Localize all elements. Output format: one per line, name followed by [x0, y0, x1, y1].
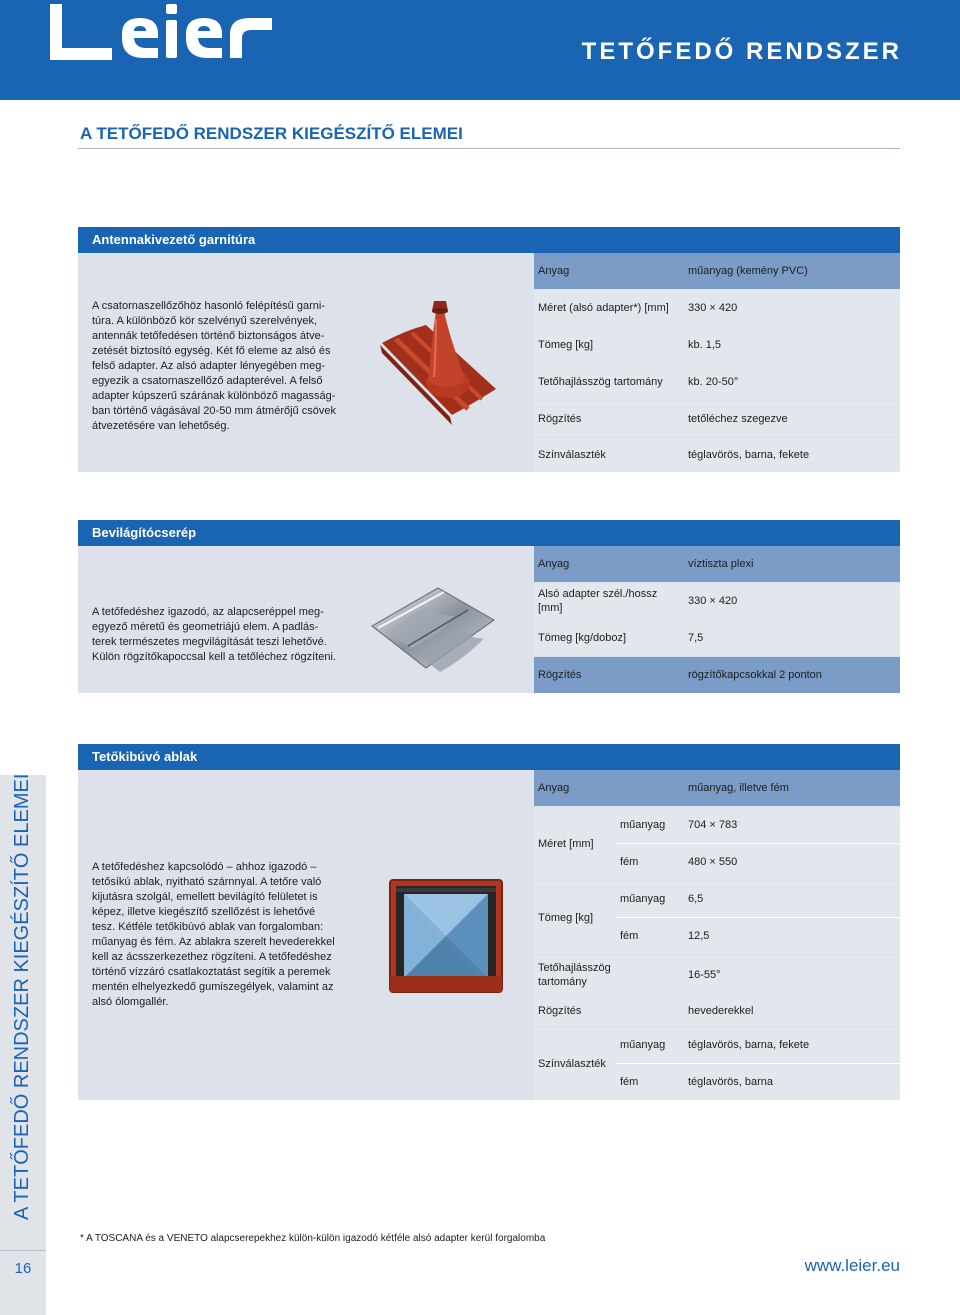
spec-row: Méret (alsó adapter*) [mm] 330 × 420 [534, 290, 900, 326]
header-title: TETŐFEDŐ RENDSZER [581, 38, 902, 65]
page-header [0, 0, 960, 100]
leier-logo [40, 0, 290, 72]
side-tab-title: A TETŐFEDŐ RENDSZER KIEGÉSZÍTŐ ELEMEI [11, 773, 33, 1220]
transparent-tile-image [368, 582, 498, 682]
section-body [78, 770, 900, 1100]
spec-row: Tömeg [kg] kb. 1,5 [534, 327, 900, 363]
section-antenna [78, 227, 900, 472]
spec-row: Méret [mm] műanyag 704 × 783 fém 480 × 550 [534, 807, 900, 880]
spec-row: Tetőhajlásszög tartomány kb. 20-50° [534, 364, 900, 400]
spec-row: Színválaszték téglavörös, barna, fekete [534, 438, 900, 472]
spec-row: Tömeg [kg/doboz] 7,5 [534, 620, 900, 656]
title-divider [78, 148, 900, 149]
section-description: A tetőfedéshez igazodó, az alapcseréppel meg- egyező méretű és geometriájú elem. A padlás- terek természetes megvilágítását teszi lehetővé. Külön rögzítőkapoccsal kell a tetőléchez rögzíteni. [92, 606, 336, 663]
section-title: Bevilágítócserép [78, 520, 900, 546]
section-body [78, 546, 900, 693]
spec-row: Rögzítés rögzítőkapcsokkal 2 ponton [534, 657, 900, 693]
spec-row: Anyag víztiszta plexi [534, 546, 900, 582]
section-title: Tetőkibúvó ablak [78, 744, 900, 770]
spec-row: Alsó adapter szél./hossz [mm] 330 × 420 [534, 583, 900, 619]
spec-row: Tömeg [kg] műanyag 6,5 fém 12,5 [534, 881, 900, 954]
spec-row: Rögzítés tetőléchez szegezve [534, 401, 900, 437]
section-description: A csatornaszellőzőhöz hasonló felépítésű garni- túra. A különböző kör szelvényű szerelvények, antennák tetőfedésen történő biztonságos átve- zetését biztosító egység. Két fő eleme az alsó és felső adapter. Az alsó adapter lényegében meg- egyezik a csatornaszellőző adapterével. A felső adapter kúpszerű szárának különböző magasság- ban történő vágásával 20-50 mm átmérőjű csövek átvezetésére van lehetőség. [92, 300, 336, 432]
antenna-adapter-image [374, 299, 504, 449]
row-divider [616, 843, 900, 844]
spec-table [534, 253, 900, 472]
section-skylight-tile [78, 520, 900, 693]
section-title: Antennakivezető garnitúra [78, 227, 900, 253]
spec-row: Rögzítés hevederekkel [534, 996, 900, 1026]
spec-table [534, 770, 900, 1100]
row-divider [616, 1063, 900, 1064]
section-body [78, 253, 900, 472]
section-description: A tetőfedéshez kapcsolódó – ahhoz igazodó – tetősíkú ablak, nyitható szárnnyal. A tetőre való kijutásra szolgál, emellett bevilágító felületet is képez, illetve kiegészítő szellőzést is lehetővé tesz. Kétféle tetőkibúvó ablak van forgalomban: műanyag és fém. Az ablakra szerelt hevederekkel kell az ácsszerkezethez rögzíteni. A tetőfedéshez történő vízzáró csatlakoztatást segítik a peremek mentén elhelyezkedő gumiszegélyek, valamint az alsó ólomgallér. [92, 861, 335, 1008]
spec-row: Színválaszték műanyag téglavörös, barna, fekete fém téglavörös, barna [534, 1027, 900, 1100]
page-number: 16 [0, 1250, 46, 1286]
spec-row: Anyag műanyag (kemény PVC) [534, 253, 900, 289]
footnote: * A TOSCANA és a VENETO alapcserepekhez külön-külön igazodó kétféle alsó adapter kerül forgalomba [80, 1233, 546, 1244]
spec-table [534, 546, 900, 693]
page-title: A TETŐFEDŐ RENDSZER KIEGÉSZÍTŐ ELEMEI [80, 124, 463, 143]
row-divider [616, 917, 900, 918]
website-link[interactable]: www.leier.eu [804, 1256, 900, 1275]
roof-window-image [386, 876, 506, 996]
section-roof-window [78, 744, 900, 1100]
spec-row: Tetőhajlásszög tartomány 16-55° [534, 955, 900, 995]
spec-row: Anyag műanyag, illetve fém [534, 770, 900, 806]
